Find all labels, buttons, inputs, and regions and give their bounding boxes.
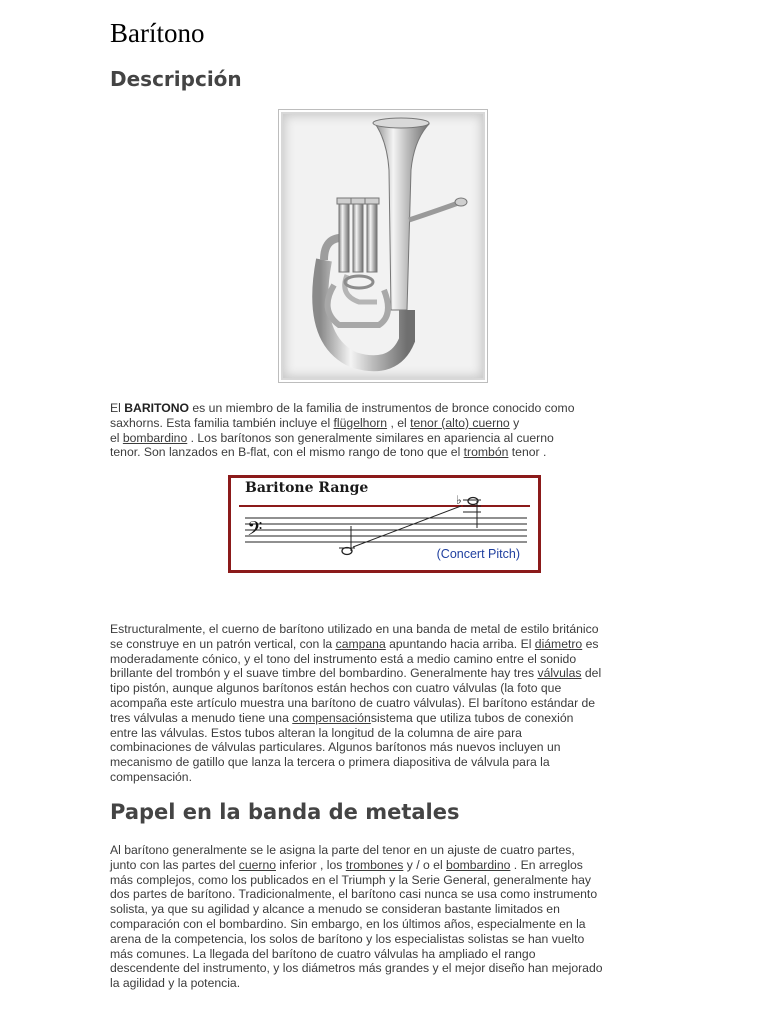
link-tenor-cuerno[interactable]: tenor (alto) cuerno — [410, 415, 510, 430]
section-heading-descripcion: Descripción — [110, 67, 242, 91]
link-flugelhorn[interactable]: flügelhorn — [333, 415, 388, 430]
text-line: más comunes. La llegada del barítono de cuatro válvulas ha ampliado el rango — [110, 946, 536, 961]
flat-sign-icon: ♭ — [456, 493, 462, 507]
text-line — [110, 431, 660, 446]
link-valvulas[interactable]: válvulas — [537, 666, 582, 681]
baritone-range-chart — [228, 475, 541, 573]
text-span: del — [581, 666, 602, 681]
text-span: es un miembro de la familia de instrumentos de bronce conocido como — [189, 401, 575, 415]
baritone-horn-illustration — [279, 110, 489, 384]
text-span: tenor . — [508, 445, 547, 460]
text-span: brillante del trombón y el suave timbre del bombardino. Generalmente hay tres — [110, 666, 538, 681]
text-span: junto con las partes del — [110, 857, 239, 872]
text-line: comparación con el bombardino. Sin embargo, en los últimos años, especialmente en la — [110, 916, 586, 931]
text-span: se construye en un patrón vertical, con la — [110, 636, 336, 651]
text-span: saxhorns. Esta familia también incluye el — [110, 415, 334, 430]
text-line — [110, 858, 660, 873]
text-span: y / o el — [403, 857, 447, 872]
text-line — [110, 416, 660, 431]
text-span: sistema que utiliza tubos de conexión — [370, 710, 574, 725]
text-line: dos partes de barítono. Tradicionalmente, el barítono casi nunca se usa como instrumento — [110, 887, 598, 902]
text-span: es — [582, 636, 599, 651]
text-span: apuntando hacia arriba. El — [385, 636, 535, 651]
bold-term: BARITONO — [124, 401, 190, 415]
text-span: tenor. Son lanzados en B-flat, con el mismo rango de tono que el — [110, 445, 464, 460]
text-span: . Los barítonos son generalmente similares en apariencia al cuerno — [187, 430, 554, 445]
range-chart-note: (Concert Pitch) — [436, 547, 520, 561]
range-chart-title: Baritone Range — [245, 480, 369, 496]
paragraph-role — [110, 843, 660, 991]
baritone-photo — [278, 109, 488, 383]
text-line: arena de la competencia, los solos de barítono y los especialistas solistas se han vuelto — [110, 931, 585, 946]
text-line — [110, 666, 660, 681]
text-line — [110, 711, 660, 726]
link-bombardino-2[interactable]: bombardino — [446, 857, 511, 872]
link-campana[interactable]: campana — [335, 636, 386, 651]
text-line — [110, 637, 660, 652]
text-line: compensación. — [110, 769, 192, 784]
link-compensacion[interactable]: compensación — [292, 710, 371, 725]
text-line: Estructuralmente, el cuerno de barítono utilizado en una banda de metal de estilo británico — [110, 622, 599, 636]
link-trombones[interactable]: trombones — [345, 857, 404, 872]
text-line: más complejos, como los publicados en el Triumph y la Serie General, generalmente hay — [110, 872, 591, 887]
link-cuerno[interactable]: cuerno — [238, 857, 276, 872]
text-line: entre las válvulas. Estos tubos alteran la longitud de la columna de aire para — [110, 725, 522, 740]
text-line — [110, 401, 660, 416]
text-line: solista, ya que su agilidad y alcance a menudo se consideran bastante limitados en — [110, 902, 560, 917]
link-trombon[interactable]: trombón — [463, 445, 509, 460]
paragraph-intro — [110, 401, 660, 460]
text-line: moderadamente cónico, y el tono del instrumento está a medio camino entre el sonido — [110, 651, 577, 666]
text-span: tres válvulas a menudo tiene una — [110, 710, 293, 725]
bass-clef-icon: 𝄢 — [247, 517, 263, 545]
text-span: , el — [387, 415, 411, 430]
text-span: . En arreglos — [510, 857, 583, 872]
section-heading-papel: Papel en la banda de metales — [110, 800, 460, 824]
paragraph-structure — [110, 622, 660, 785]
link-bombardino[interactable]: bombardino — [122, 430, 188, 445]
text-line: acompaña este artículo muestra una barítono de cuatro válvulas). El barítono estándar de — [110, 695, 596, 710]
text-span: El — [110, 401, 125, 415]
text-line: tipo pistón, aunque algunos barítonos están hechos con cuatro válvulas (la foto que — [110, 681, 562, 696]
text-line — [110, 445, 660, 460]
text-line: descendente del instrumento, y los diámetros más grandes y el mejor diseño han mejorado — [110, 961, 603, 976]
text-span: y — [509, 415, 520, 430]
link-diametro[interactable]: diámetro — [534, 636, 583, 651]
page-title: Barítono — [110, 18, 205, 48]
text-line: la agilidad y la potencia. — [110, 976, 241, 991]
text-line: Al barítono generalmente se le asigna la parte del tenor en un ajuste de cuatro partes, — [110, 843, 575, 857]
text-line: combinaciones de válvulas particulares. Algunos barítonos más nuevos incluyen un — [110, 740, 561, 755]
text-line: mecanismo de gatillo que lanza la tercera o primera diapositiva de válvula para la — [110, 755, 550, 770]
text-span: inferior , los — [276, 857, 346, 872]
text-span: el — [110, 430, 123, 445]
